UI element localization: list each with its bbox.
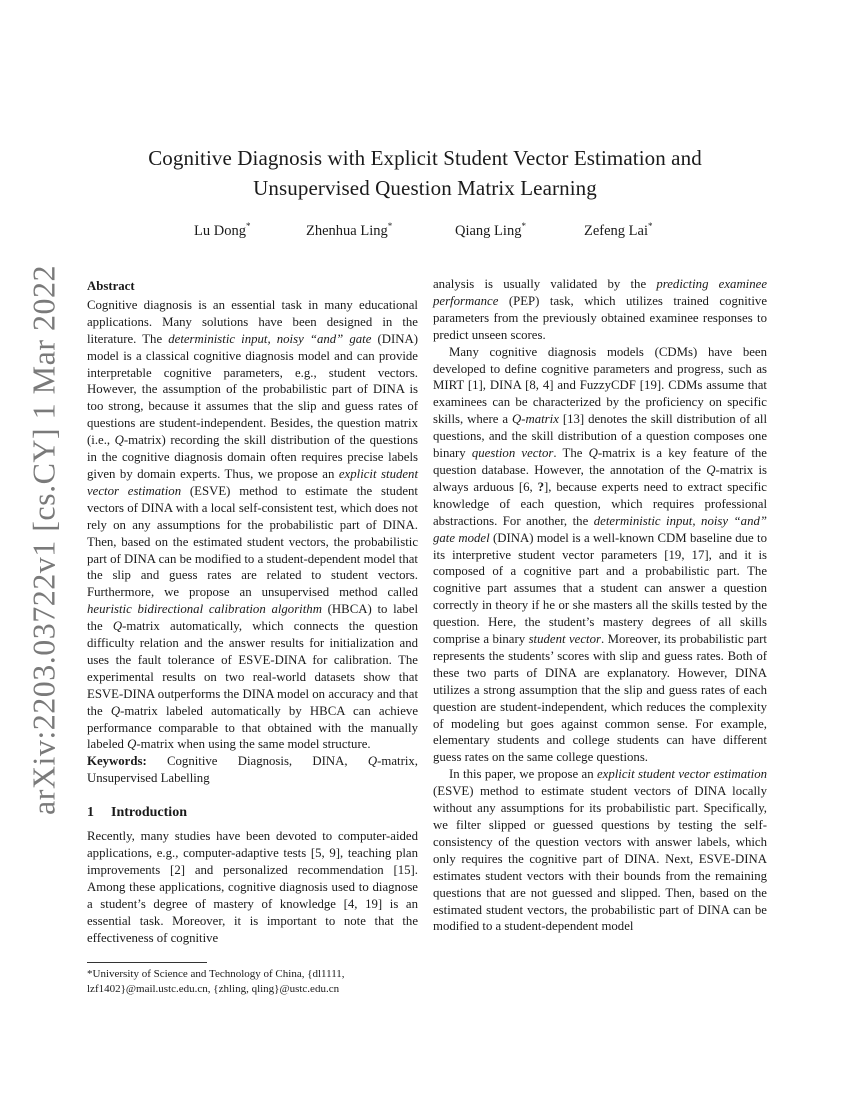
author-4 — [584, 221, 653, 240]
section-heading-introduction: 1 Introduction — [87, 805, 187, 821]
paragraph: Many cognitive diagnosis models (CDMs) have been developed to define cognitive parameters and progress, such as MIRT [1], DINA [8, 4] and FuzzyCDF [19]. CDMs assume that examinees can be characterized by the proficiency on specific skills, where a Q-matrix [13] denotes the skill distribution of all questions, and the skill distribution of a question composes one binary question vector. The Q-matrix is a key feature of the question database. However, the annotation of the Q-matrix is always arduous [6, ?], because experts need to extract specific knowledge of each question, which requires professional abstractions. For another, the deterministic input, noisy “and” gate model (DINA) model is a well-known CDM baseline due to its interpretive student vector parameters [19, 17], and it is composed of a cognitive part and a probabilistic part. The cognitive part assumes that a student can answer a question correctly in theory if he or she masters all the skills tested by the question. Here, the student’s mastery degrees of all skills comprise a binary student vector. Moreover, its probabilistic part represents the students’ scores with slip and guess rates. Both of these two parts of DINA are explanatory. However, DINA utilizes a strong assumption that the slip and guess rates of each question are student-independent, which reduces the complexity of modeling but goes against common sense. For example, elementary students and college students can have different guess rates on the same college questions. — [433, 344, 768, 765]
paragraph: In this paper, we propose an explicit student vector estimation (ESVE) method to estimate student vectors of DINA locally without any assumptions for its probabilistic part. Specifically, we filter slipped or guessed questions by testing the self-consistency of the question vectors with answer labels, which only requires the cognitive part of DINA. Next, ESVE-DINA estimates student vectors with their bounds from the remaining questions that are not guessed and slipped. Then, based on the estimated student vectors, the probabilistic part of DINA can be modified to a student-dependent model — [433, 767, 768, 934]
left-column — [87, 278, 418, 946]
abstract-heading: Abstract — [87, 279, 135, 293]
arxiv-identifier: arXiv:2203.03722v1 [cs.CY] 1 Mar 2022 — [25, 265, 62, 815]
paragraph: analysis is usually validated by the predicting examinee performance (PEP) task, which utilizes trained cognitive parameters from the previously obtained examinee responses to predict unseen scores. — [433, 277, 767, 342]
introduction-text: Recently, many studies have been devoted to computer-aided applications, e.g., computer-adaptive tests [5, 9], teaching plan improvements [2] and personalized recommendation [15]. Among these applications, cognitive diagnosis used to diagnose a student’s degree of mastery of knowledge [4, 19] is an essential task. Moreover, it is important to note that the effectiveness of cognitive — [87, 829, 418, 945]
affiliation-mark: * — [521, 221, 526, 231]
author-1 — [194, 221, 250, 240]
paper-title — [60, 143, 790, 203]
footnote — [87, 962, 418, 996]
title-line-1: Cognitive Diagnosis with Explicit Student Vector Estimation and — [148, 146, 702, 170]
author-name: Zhenhua Ling — [306, 222, 388, 239]
author-3 — [455, 221, 526, 240]
author-list — [0, 221, 850, 241]
author-name: Zefeng Lai — [584, 222, 649, 239]
abstract-text: Cognitive diagnosis is an essential task in many educational applications. Many solutions have been designed in the literature. The deterministic input, noisy “and” gate (DINA) model is a classical cognitive diagnosis model and can provide interpretable cognitive parameters, e.g., student vectors. However, the assumption of the probabilistic part of DINA is too strong, because it assumes that the slip and guess rates of questions are student-independent. Besides, the question matrix (i.e., Q-matrix) recording the skill distribution of the questions in the cognitive diagnosis domain often requires precise labels given by domain experts. Thus, we propose an explicit student vector estimation (ESVE) method to estimate the student vectors of DINA with a local self-consistent test, which does not rely on any assumptions for the probabilistic part of DINA. Then, based on the estimated student vectors, the probabilistic part of DINA can be modified to a student-dependent model that the slip and guess rates are related to student vectors. Furthermore, we propose an unsupervised method called heuristic bidirectional calibration algorithm (HBCA) to label the Q-matrix automatically, which connects the question difficulty relation and the answer results for initialization and uses the fault tolerance of ESVE-DINA for calibration. The experimental results on two real-world datasets show that ESVE-DINA outperforms the DINA model on accuracy and that the Q-matrix labeled automatically by HBCA can achieve performance comparable to that obtained with the manually labeled Q-matrix when using the same model structure. — [87, 297, 419, 752]
affiliation-mark: * — [648, 221, 653, 231]
footnote-text: *University of Science and Technology of China, {dl1111, lzf1402}@mail.ustc.edu.cn, {zhling, qling}@ustc.edu.cn — [87, 968, 345, 995]
affiliation-mark: * — [245, 221, 251, 231]
title-line-2: Unsupervised Question Matrix Learning — [253, 176, 597, 200]
author-2 — [306, 221, 392, 240]
author-name: Qiang Ling — [455, 222, 522, 239]
keywords: Keywords: Cognitive Diagnosis, DINA, Q-matrix, Unsupervised Labelling — [87, 754, 418, 786]
footnote-rule — [87, 962, 207, 963]
affiliation-mark: * — [387, 221, 393, 231]
author-name: Lu Dong — [194, 222, 246, 239]
right-column — [433, 276, 767, 935]
